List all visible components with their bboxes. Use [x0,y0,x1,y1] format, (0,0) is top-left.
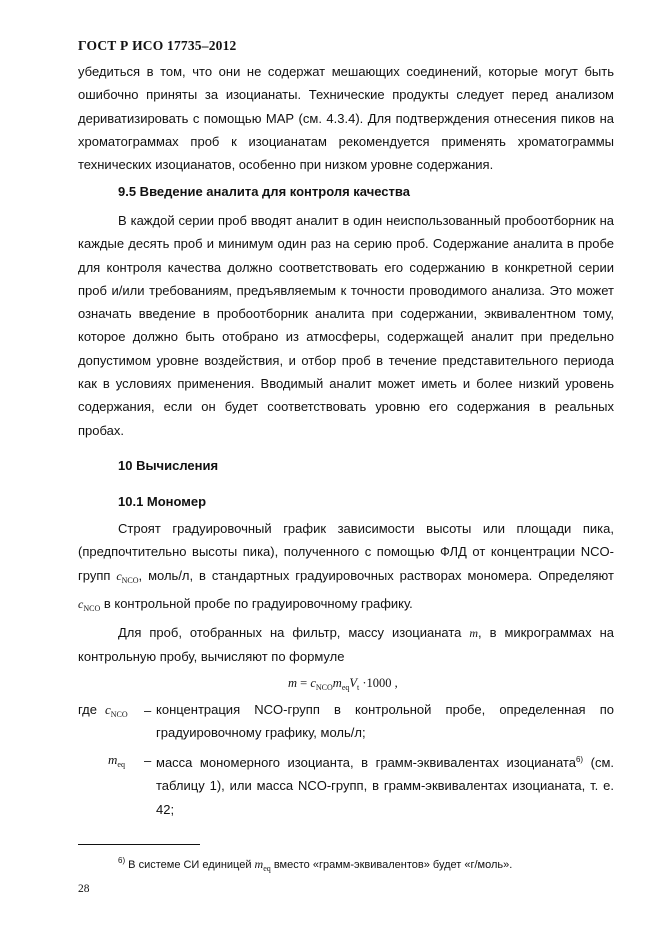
paragraph-calibration [78,517,614,620]
symbol-m-eq: $m_{eq}$ [254,857,271,873]
heading-10: 10 Вычисления [118,458,219,473]
dash: – [144,753,152,768]
standard-header: ГОСТ Р ИСО 17735–2012 [78,38,237,53]
heading-9-5: 9.5 Введение аналита для контроля качества [118,184,410,199]
symbol-m: m [469,626,479,640]
page-number: 28 [78,883,90,895]
footnote-divider [78,844,200,845]
dash: – [144,703,152,718]
where-label: где [78,702,97,717]
definition-c-nco: концентрация NCO-групп в контрольной пробе, определенная по градуировочному графику, моль/л; [156,702,614,741]
where-symbol-c-nco: $c_{NCO}$ [105,702,128,719]
filter-text-2: , в микрограммах на контрольную пробу, вычисляют по формуле [78,625,614,665]
filter-text-1: Для проб, отобранных на фильтр, массу изоцианата [118,625,462,640]
definition-m-eq: масса мономерного изоцианта, в грамм-эквивалентах изоцианата$^{6)}$ (см. таблицу 1), или масса NCO-групп, в грамм-эквивалентах изоцианата, т. е. 42; [156,755,614,817]
calibration-text-2: , моль/л, в стандартных градуировочных растворах мономера. [138,567,533,583]
paragraph-filter [78,621,614,669]
symbol-c-nco: $c_{NCO}$ [116,568,139,585]
symbol-c-nco: $c_{NCO}$ [78,596,101,613]
heading-10-1: 10.1 Мономер [118,494,207,509]
paragraph-intro: убедиться в том, что они не содержат мешающих соединений, которые могут быть ошибочно приняты за изоцианаты. Технические продукты следует перед анализом дериватизировать с помощью МАР (см. 4.3.4). Для подтверждения отнесения пиков на хроматограммах проб к изоцианатам рекомендуется применять хроматограммы технических изоцианатов, особенно при низком уровне содержания. [78,64,614,173]
calibration-text-3: Определяют [538,567,614,583]
where-symbol-m-eq: $m_{eq}$ [108,752,125,769]
formula: $m = c_{NCO}m_{eq}V_t \cdot 1000$ , [288,676,398,692]
calibration-text-1: Строят градуировочный график зависимости высоты или площади пика, (предпочтительно высоты пика), полученного с помощью ФЛД от концентрации NCO-групп [78,521,614,583]
calibration-text-4: в контрольной пробе по градуировочному графику. [103,595,413,611]
paragraph-analyte: В каждой серии проб вводят аналит в один неиспользованный пробоотборник на каждые десять проб и минимум один раз на серию проб. Содержание аналита в пробе для контроля качества должно соответствовать его содержанию в конкретной серии проб и/или требованиям, предъявляемым к точности проводимого анализа. Это может означать введение в пробоотборник аналита при содержании, эквивалентном тому, которое должно быть отобрано из атмосферы, содержащей аналит при предельно допустимом уровне воздействия, и отбор проб в течение представительного периода как в условиях применения. Вводимый аналит может иметь и более низкий уровень содержания, если он будет соответствовать уровню его содержания в реальных пробах. [78,213,614,438]
footnote: $^{6)}$ В системе СИ единицей $m_{eq}$ вместо «грамм-эквивалентов» будет «г/моль». [118,856,513,873]
